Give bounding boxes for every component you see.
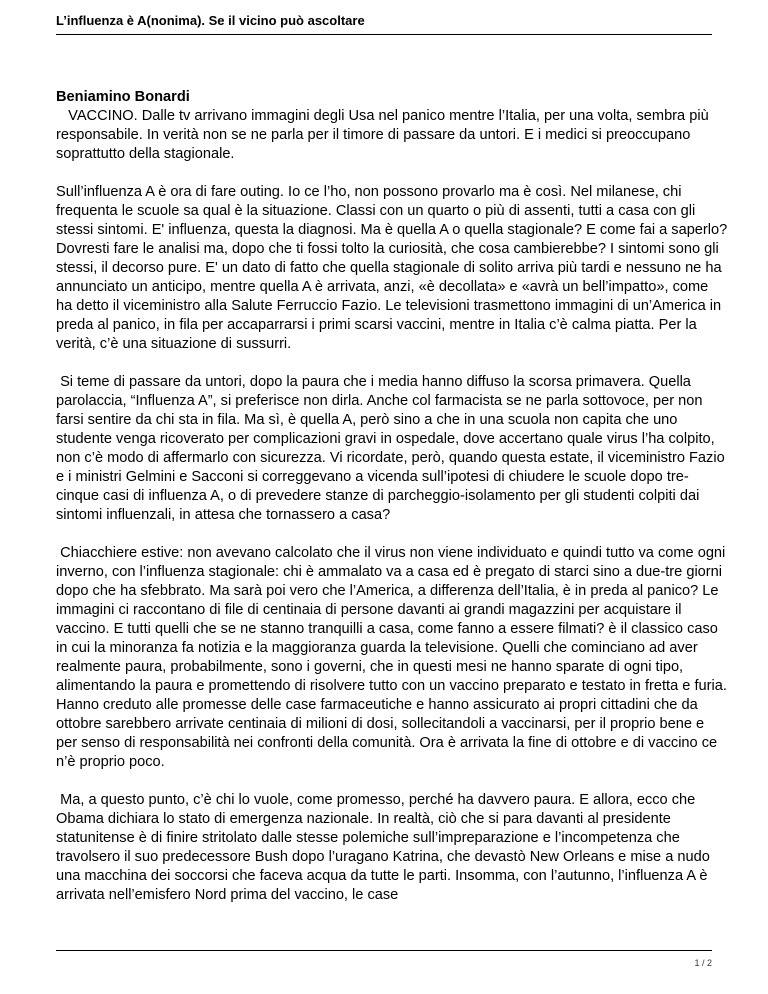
article-paragraph: Ma, a questo punto, c’è chi lo vuole, come promesso, perché ha davvero paura. E allora, ecco che Obama dichiara lo stato di emergenza nazionale. In realtà, ciò che si para davanti al presidente statunitense è di finire stritolato dalle stesse polemiche sull’impreparazione e l’incompetenza che travolsero il suo predecessore Bush dopo l’uragano Katrina, che devastò New Orleans e mise a nudo una macchina dei soccorsi che faceva acqua da tutte le parti. Insomma, con l’autunno, l’influenza A è arrivata nell’emisfero Nord prima del vaccino, le case — [56, 792, 714, 903]
article-paragraph: Chiacchiere estive: non avevano calcolato che il virus non viene individuato e quindi tutto va come ogni inverno, con l’influenza stagionale: chi è ammalato va a casa ed è pregato di starci sino a due-tre giorni dopo che ha sfebbrato. Ma sarà poi vero che l’America, a differenza dell’Italia, è in preda al panico? Le immagini ci raccontano di file di centinaia di persone davanti ai grandi magazzini per acquistare il vaccino. E tutti quelli che se ne stanno tranquilli a casa, come fanno a essere filmati? è il classico caso in cui la minoranza fa notizia e la maggioranza guarda la televisione. Quelli che cominciano ad aver realmente paura, probabilmente, sono i governi, che in questi mesi ne hanno sparate di ogni tipo, alimentando la paura e promettendo di risolvere tutto con un vaccino preparato e testato in fretta e furia. Hanno creduto alle promesse delle case farmaceutiche e hanno assicurato ai propri cittadini che da ottobre sarebbero arrivate centinaia di milioni di dosi, sollecitandoli a vaccinarsi, per il proprio bene e per senso di responsabilità nei confronti della comunità. Ora è arrivata la fine di ottobre e di vaccino ce n’è proprio poco. — [56, 545, 731, 770]
page-number: 1 / 2 — [694, 958, 712, 968]
article-body — [56, 88, 731, 924]
page-header — [56, 12, 712, 35]
page-footer — [56, 950, 712, 981]
article-paragraph: VACCINO. Dalle tv arrivano immagini degli Usa nel panico mentre l’Italia, per una volta, sembra più responsabile. In verità non se ne parla per il timore di passare da untori. E i medici si preoccupano soprattutto della stagionale. — [56, 108, 713, 162]
author-name: Beniamino Bonardi — [56, 89, 190, 105]
document-title: L’influenza è A(nonima). Se il vicino può ascoltare — [56, 13, 365, 28]
article-paragraph: Sull’influenza A è ora di fare outing. Io ce l’ho, non possono provarlo ma è così. Nel milanese, chi frequenta le scuole sa qual è la situazione. Classi con un quarto o più di assenti, tutti a casa con gli stessi sintomi. E' influenza, questa la diagnosi. Ma è quella A o quella stagionale? E come fai a saperlo? Dovresti fare le analisi ma, dopo che ti fossi tolto la curiosità, che cosa cambierebbe? I sintomi sono gli stessi, il decorso pure. E' un dato di fatto che quella stagionale di solito arriva più tardi e nessuno ne ha annunciato un anticipo, mentre quella A è arrivata, anzi, «è decollata» e «avrà un bell’impatto», come ha detto il viceministro alla Salute Ferruccio Fazio. Le televisioni trasmettono immagini di un’America in preda al panico, in fila per accaparrarsi i primi scarsi vaccini, mentre in Italia c’è calma piatta. Per la verità, c’è una situazione di sussurri. — [56, 184, 728, 352]
article-paragraph: Si teme di passare da untori, dopo la paura che i media hanno diffuso la scorsa primavera. Quella parolaccia, “Influenza A”, si preferisce non dirla. Anche col farmacista se ne parla sottovoce, per non farsi sentire da chi sta in fila. Ma sì, è quella A, però sino a che in una scuola non capita che uno studente venga ricoverato per complicazioni gravi in ospedale, dove accertano quale virus l’ha colpito, non c’è modo di affermarlo con sicurezza. Vi ricordate, però, quando questa estate, il viceministro Fazio e i ministri Gelmini e Sacconi si correggevano a vicenda sull’ipotesi di chiudere le scuole dopo tre-cinque casi di influenza A, o di prevedere stanze di parcheggio-isolamento per gli studenti colpiti dai sintomi influenzali, in attesa che tornassero a casa? — [56, 374, 729, 523]
